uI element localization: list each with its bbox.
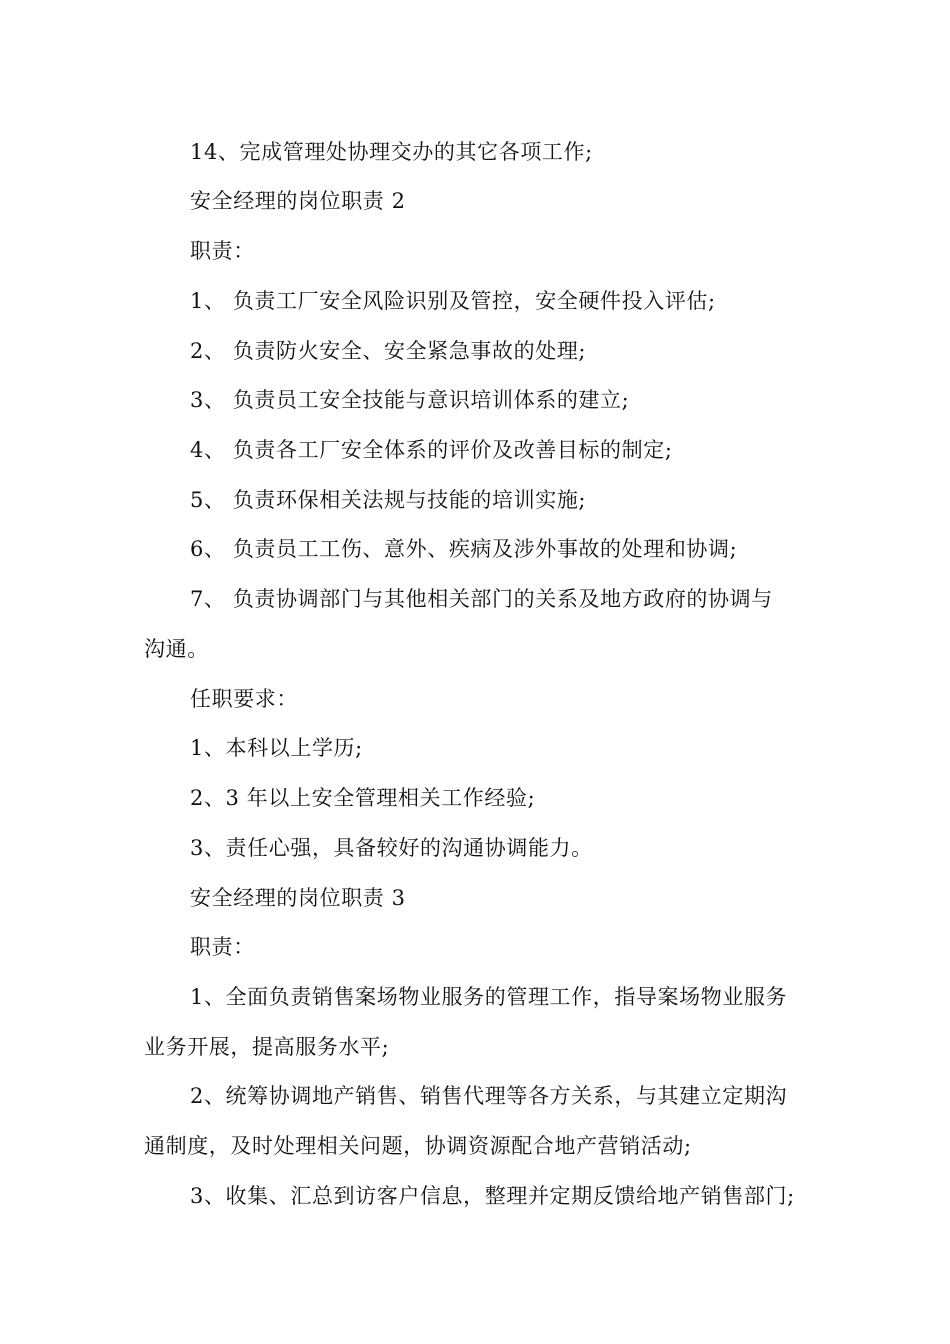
list-item: 1、本科以上学历; (190, 736, 363, 760)
list-item: 2、3 年以上安全管理相关工作经验; (190, 786, 536, 810)
subheading: 职责： (190, 239, 255, 263)
subheading: 任职要求： (190, 687, 298, 711)
list-item: 2、统筹协调地产销售、销售代理等各方关系，与其建立定期沟 (190, 1084, 788, 1108)
section-heading: 安全经理的岗位职责 3 (190, 886, 406, 910)
list-item: 6、 负责员工工伤、意外、疾病及涉外事故的处理和协调; (190, 537, 738, 561)
list-item: 1、 负责工厂安全风险识别及管控，安全硬件投入评估; (190, 289, 716, 313)
list-item-continuation: 业务开展，提高服务水平; (144, 1035, 390, 1059)
list-item: 3、收集、汇总到访客户信息，整理并定期反馈给地产销售部门; (190, 1184, 795, 1208)
section-heading: 安全经理的岗位职责 2 (190, 189, 406, 213)
list-item: 7、 负责协调部门与其他相关部门的关系及地方政府的协调与 (190, 587, 773, 611)
list-item: 3、责任心强，具备较好的沟通协调能力。 (190, 836, 593, 860)
list-item: 5、 负责环保相关法规与技能的培训实施; (190, 488, 587, 512)
list-item-continuation: 通制度，及时处理相关问题，协调资源配合地产营销活动; (144, 1134, 692, 1158)
list-item: 2、 负责防火安全、安全紧急事故的处理; (190, 339, 587, 363)
list-item-continuation: 沟通。 (144, 637, 209, 661)
paragraph-line: 14、完成管理处协理交办的其它各项工作; (190, 140, 593, 164)
list-item: 3、 负责员工安全技能与意识培训体系的建立; (190, 388, 630, 412)
list-item: 1、全面负责销售案场物业服务的管理工作，指导案场物业服务 (190, 985, 788, 1009)
subheading: 职责： (190, 935, 255, 959)
list-item: 4、 负责各工厂安全体系的评价及改善目标的制定; (190, 438, 673, 462)
